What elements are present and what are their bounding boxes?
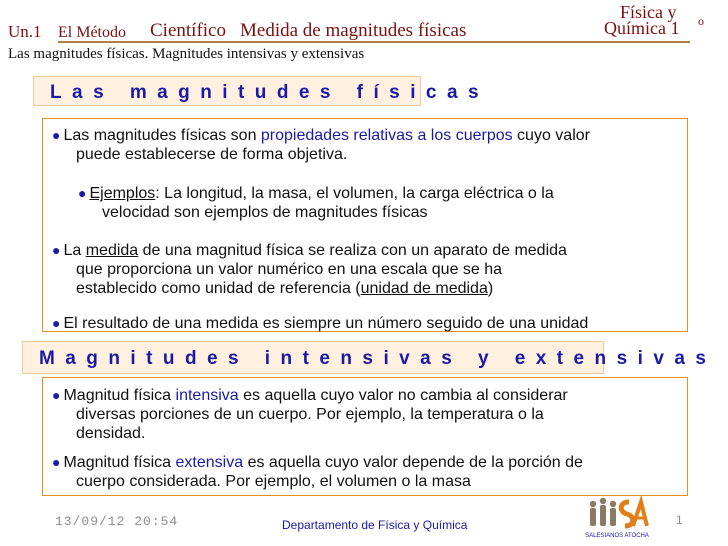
text-segment: de una magnitud física se realiza con un aparato de medida: [138, 242, 567, 259]
bullet-icon: ●: [52, 315, 61, 331]
highlight-text: intensiva: [175, 387, 239, 404]
text-segment: Las magnitudes físicas son: [63, 127, 261, 144]
method-label-large: Científico: [150, 20, 226, 41]
highlight-text: extensiva: [175, 454, 244, 471]
section-title-magnitudes: Las magnitudes físicas: [33, 76, 421, 106]
text-segment: que proporciona un valor numérico en una escala que se ha: [76, 261, 503, 278]
topic-title: Medida de magnitudes físicas: [240, 20, 467, 41]
paragraph-intensive: [52, 386, 660, 443]
bullet-icon: ●: [52, 454, 61, 470]
text-segment: es aquella cuyo valor no cambia al considerar: [238, 387, 568, 404]
paragraph-definition: [52, 126, 680, 164]
underlined-term: medida: [85, 242, 139, 259]
paragraph-measurement: [52, 241, 658, 298]
text-segment: : La longitud, la masa, el volumen, la carga eléctrica o la: [155, 185, 554, 202]
text-segment: Magnitud física: [63, 387, 176, 404]
text-segment: establecido como unidad de referencia (: [76, 280, 361, 297]
text-segment: densidad.: [76, 425, 146, 442]
underlined-term: Ejemplos: [89, 185, 156, 202]
text-segment: cuerpo considerada. Por ejemplo, el volumen o la masa: [76, 473, 471, 490]
text-segment: La: [63, 242, 86, 259]
paragraph-extensive: [52, 453, 670, 491]
bullet-icon: ●: [52, 387, 61, 403]
bullet-icon: ●: [78, 185, 87, 201]
text-segment: diversas porciones de un cuerpo. Por ejemplo, la temperatura o la: [76, 406, 544, 423]
footer-date: 13/09/12 20:54: [55, 514, 179, 529]
bullet-icon: ●: [52, 127, 61, 143]
footer-department: Departamento de Física y Química: [282, 518, 468, 532]
subject-superscript: o: [698, 14, 704, 28]
paragraph-examples: [78, 184, 684, 222]
text-segment: El resultado de una medida es siempre un número seguido de una unidad: [63, 315, 589, 332]
header-divider: [58, 41, 690, 43]
text-line: [52, 279, 658, 298]
slide-subtitle: Las magnitudes físicas. Magnitudes intensivas y extensivas: [8, 46, 365, 62]
page-number: 1: [676, 513, 683, 527]
text-segment: puede establecerse de forma objetiva.: [76, 146, 348, 163]
text-segment: cuyo valor: [512, 127, 590, 144]
subject-label-line1: Física y: [620, 2, 677, 22]
section-title-intensive-extensive: Magnitudes intensivas y extensivas: [22, 341, 604, 374]
underlined-term: unidad de medida: [360, 280, 488, 297]
subject-label-line2: Química 1: [604, 18, 680, 38]
highlight-text: propiedades relativas a los cuerpos: [260, 127, 513, 144]
salesianos-logo-icon: [585, 496, 649, 540]
text-segment: ): [487, 280, 494, 297]
method-label-small: El Método: [58, 24, 126, 41]
logo-text: SALESIANOS ATOCHA: [585, 533, 649, 539]
bullet-icon: ●: [52, 242, 61, 258]
text-segment: velocidad son ejemplos de magnitudes físicas: [102, 204, 428, 221]
paragraph-result: [52, 314, 682, 333]
text-segment: es aquella cuyo valor depende de la porción de: [243, 454, 583, 471]
unit-label: Un.1: [8, 22, 42, 41]
text-segment: Magnitud física: [63, 454, 176, 471]
